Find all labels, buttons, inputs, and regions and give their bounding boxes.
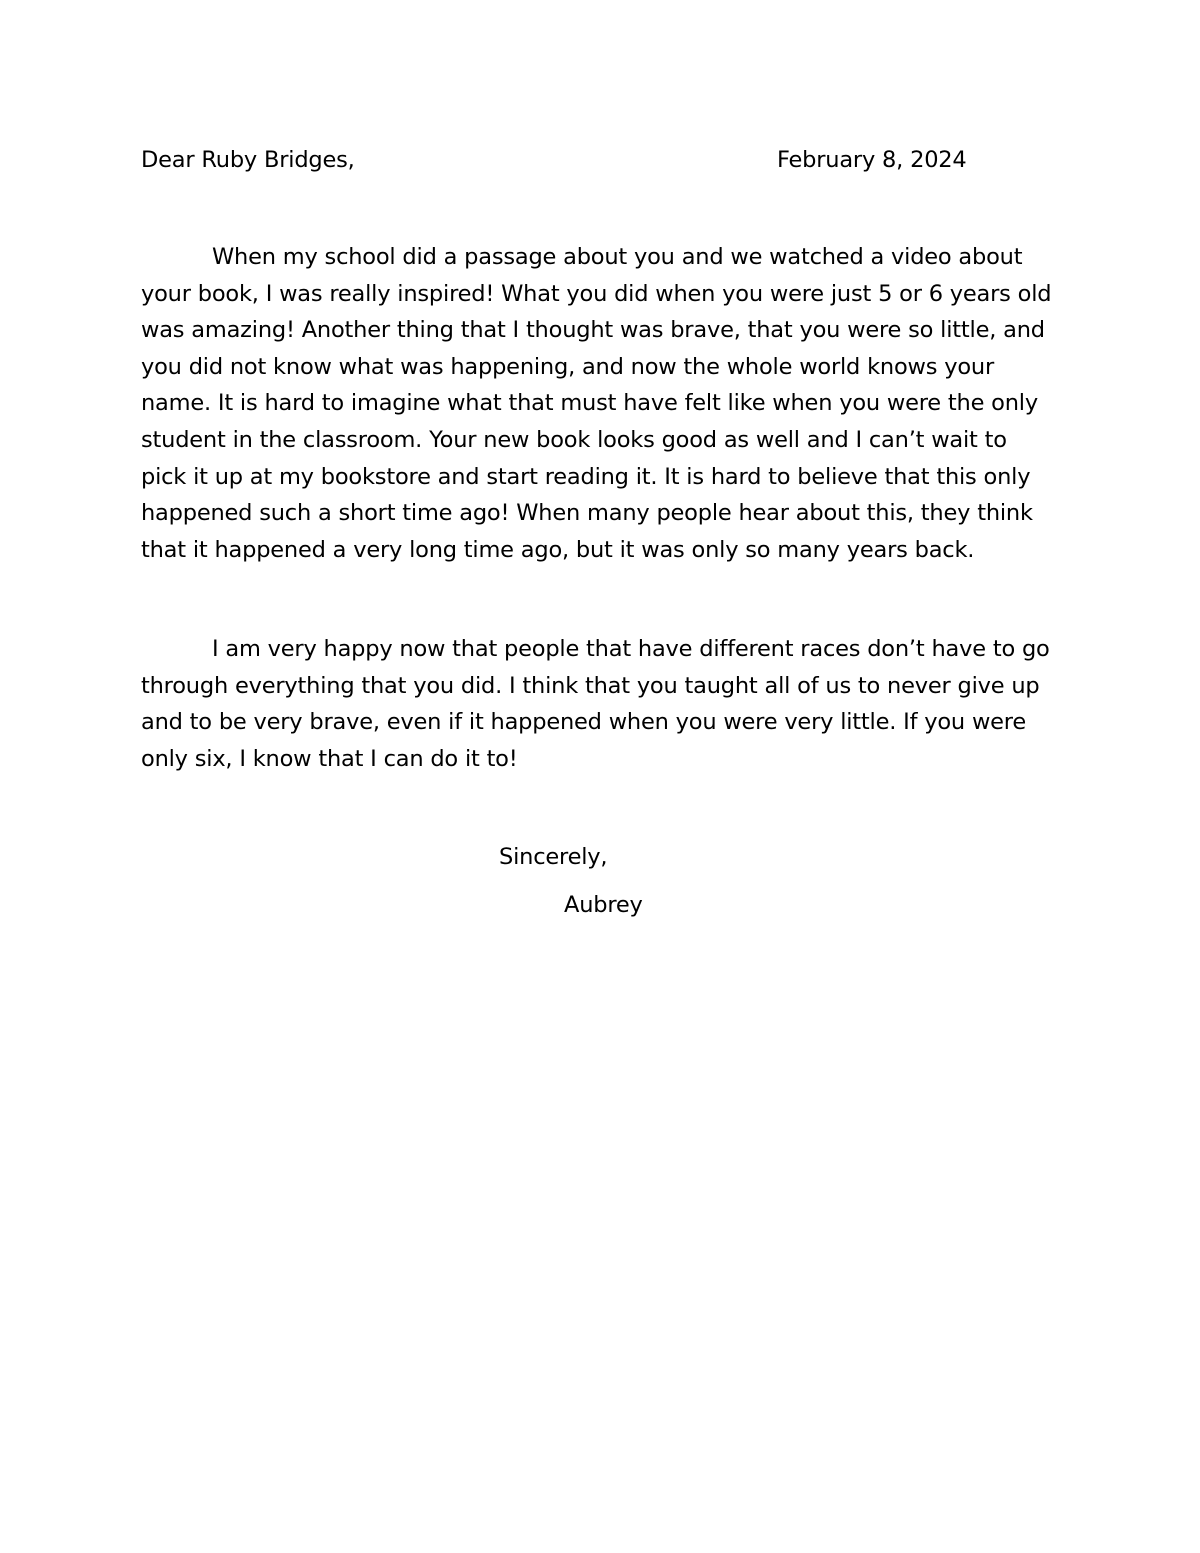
paragraph-line: happened such a short time ago! When many people hear about this, they think xyxy=(141,500,1033,527)
paragraph-line: that it happened a very long time ago, but it was only so many years back. xyxy=(141,536,975,563)
closing: Sincerely, xyxy=(499,844,608,870)
paragraph-line: pick it up at my bookstore and start reading it. It is hard to believe that this only xyxy=(141,463,1031,490)
signature-name: Aubrey xyxy=(564,892,643,918)
paragraph-line: only six, I know that I can do it to! xyxy=(141,745,518,772)
paragraph-line: and to be very brave, even if it happened when you were very little. If you were xyxy=(141,709,1026,736)
body-paragraph-1 xyxy=(141,239,1071,568)
letter-date: February 8, 2024 xyxy=(777,147,967,173)
paragraph-line: you did not know what was happening, and now the whole world knows your xyxy=(141,353,995,380)
paragraph-line: name. It is hard to imagine what that must have felt like when you were the only xyxy=(141,390,1038,417)
salutation: Dear Ruby Bridges, xyxy=(141,147,355,173)
paragraph-line: your book, I was really inspired! What you did when you were just 5 or 6 years old xyxy=(141,280,1052,307)
paragraph-line: I am very happy now that people that have different races don’t have to go xyxy=(212,636,1050,662)
paragraph-line: was amazing! Another thing that I thought was brave, that you were so little, and xyxy=(141,317,1045,344)
paragraph-line: When my school did a passage about you and we watched a video about xyxy=(212,244,1023,270)
paragraph-line: student in the classroom. Your new book looks good as well and I can’t wait to xyxy=(141,426,1007,453)
paragraph-line: through everything that you did. I think that you taught all of us to never give up xyxy=(141,672,1040,699)
body-paragraph-2 xyxy=(141,631,1071,777)
